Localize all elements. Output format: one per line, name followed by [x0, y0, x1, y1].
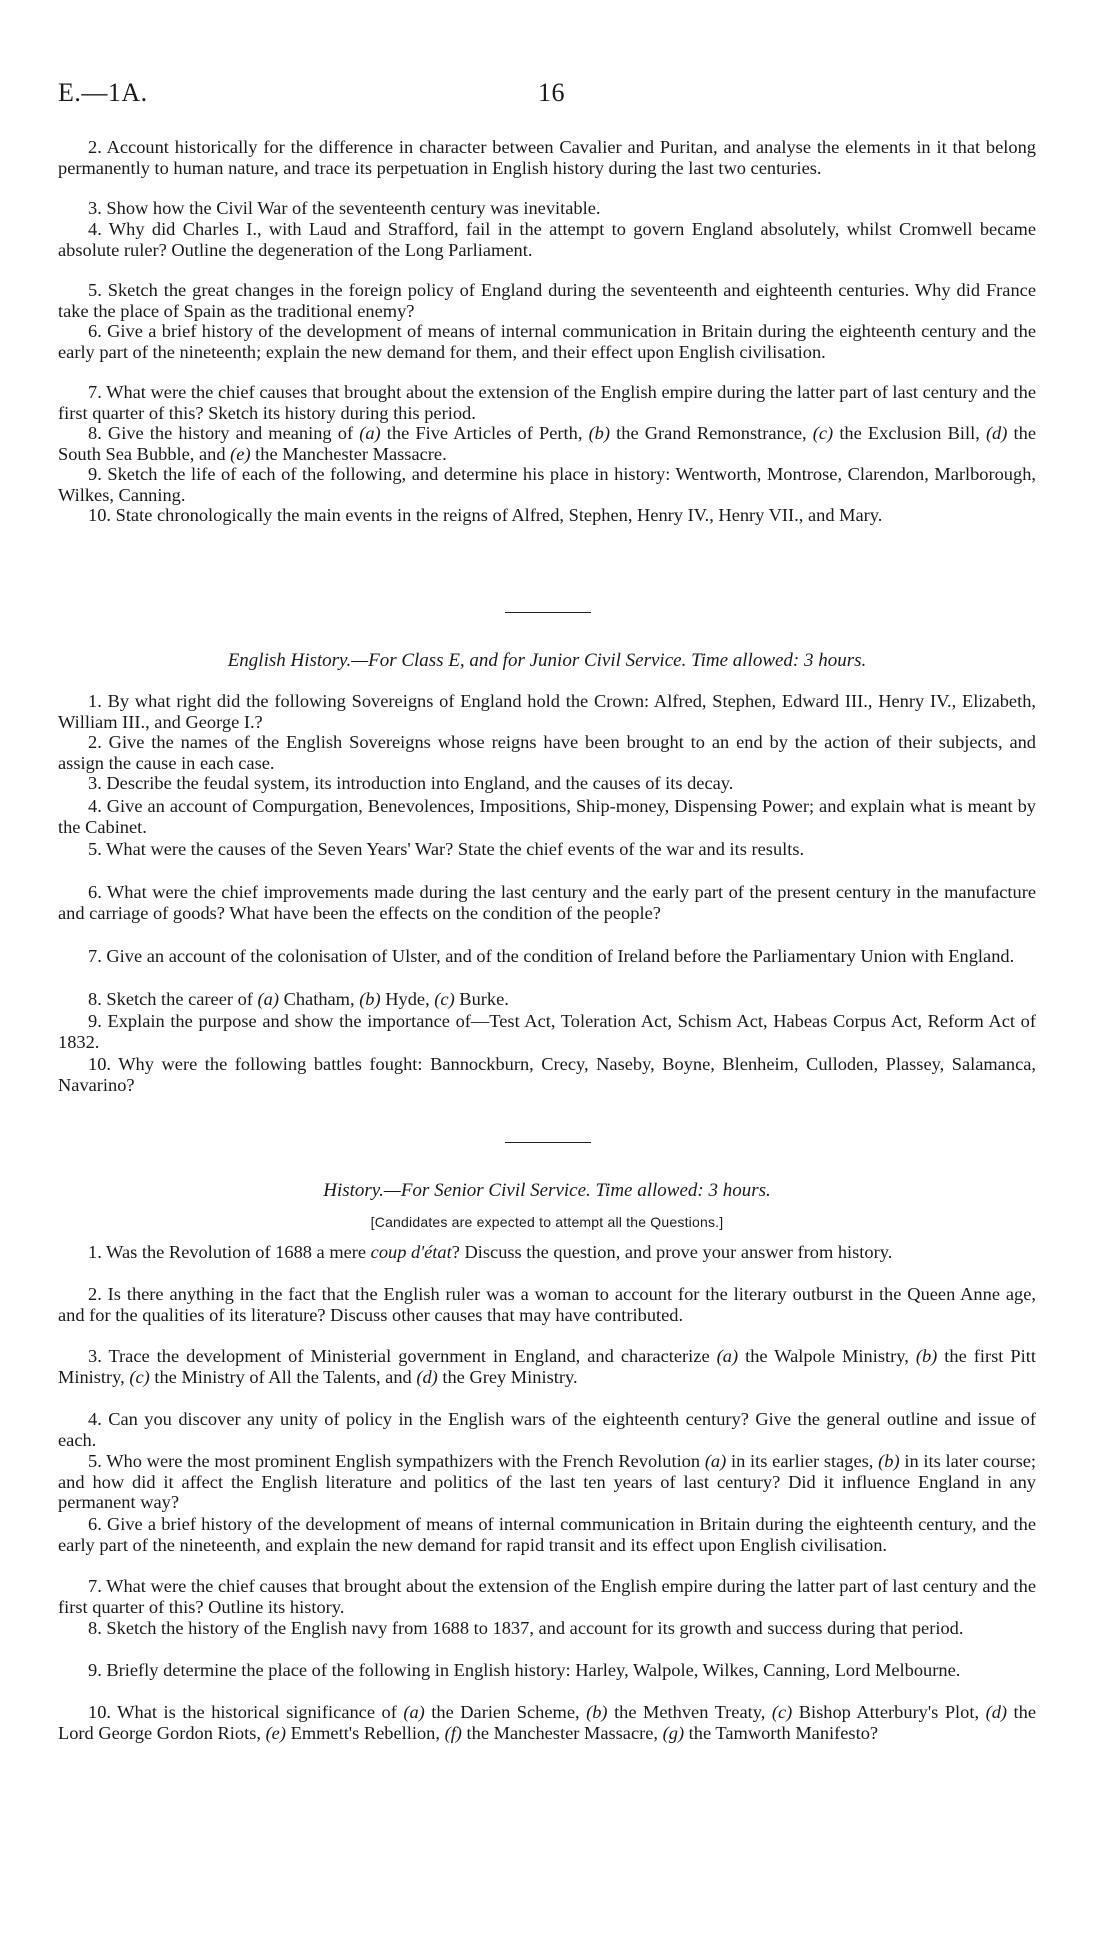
section-divider [505, 612, 591, 613]
question-8: 8. Sketch the history of the English navy from 1688 to 1837, and account for its growth and success during that period. [88, 1618, 964, 1638]
question-7: 7. What were the chief causes that brought about the extension of the English empire during the latter part of last century and the first quarter of this? Sketch its history during this period. [58, 382, 1036, 423]
section-heading-english-history: English History.—For Class E, and for Junior Civil Service. Time allowed: 3 hours. [227, 650, 867, 671]
page-number: 16 [538, 78, 565, 107]
question-1: 1. Was the Revolution of 1688 a mere coup d'état? Discuss the question, and prove your answer from history. [88, 1242, 893, 1262]
question-5: 5. What were the causes of the Seven Years' War? State the chief events of the war and its results. [88, 839, 805, 859]
question-1: 1. By what right did the following Sovereigns of England hold the Crown: Alfred, Stephen, Edward III., Henry IV., Elizabeth, William III., and George I.? [58, 691, 1036, 732]
question-9: 9. Briefly determine the place of the following in English history: Harley, Walpole, Wilkes, Canning, Lord Melbourne. [88, 1660, 961, 1680]
question-6: 6. Give a brief history of the development of means of internal communication in Britain during the eighteenth century, and the early part of the nineteenth, and explain the new demand for rapid transit and its effect upon English civilisation. [58, 1514, 1036, 1555]
question-10: 10. Why were the following battles fought: Bannockburn, Crecy, Naseby, Boyne, Blenheim, Culloden, Plassey, Salamanca, Navarino? [58, 1054, 1036, 1095]
question-4: 4. Why did Charles I., with Laud and Strafford, fail in the attempt to govern England absolutely, whilst Cromwell became absolute ruler? Outline the degeneration of the Long Parliament. [58, 219, 1036, 260]
question-8: 8. Sketch the career of (a) Chatham, (b) Hyde, (c) Burke. [88, 989, 509, 1009]
question-4: 4. Can you discover any unity of policy in the English wars of the eighteenth century? Give the general outline and issue of each. [58, 1409, 1036, 1450]
question-5: 5. Sketch the great changes in the foreign policy of England during the seventeenth and eighteenth centuries. Why did France take the place of Spain as the traditional enemy? [58, 280, 1036, 321]
question-9: 9. Sketch the life of each of the following, and determine his place in history: Wentworth, Montrose, Clarendon, Marlborough, Wilkes, Canning. [58, 464, 1036, 505]
question-2: 2. Give the names of the English Sovereigns whose reigns have been brought to an end by the action of their subjects, and assign the cause in each case. [58, 732, 1036, 773]
question-6: 6. What were the chief improvements made during the last century and the early part of the present century in the manufacture and carriage of goods? What have been the effects on the condition of the people? [58, 882, 1036, 923]
question-7: 7. What were the chief causes that brought about the extension of the English empire during the latter part of last century and the first quarter of this? Outline its history. [58, 1576, 1036, 1617]
question-3: 3. Show how the Civil War of the seventeenth century was inevitable. [88, 198, 601, 218]
question-3: 3. Trace the development of Ministerial government in England, and characterize (a) the Walpole Ministry, (b) the first Pitt Ministry, (c) the Ministry of All the Talents, and (d) the Grey Ministry. [58, 1346, 1036, 1387]
question-4: 4. Give an account of Compurgation, Benevolences, Impositions, Ship-money, Dispensing Power; and explain what is meant by the Cabinet. [58, 796, 1036, 837]
question-5: 5. Who were the most prominent English sympathizers with the French Revolution (a) in its earlier stages, (b) in its later course; and how did it affect the English literature and politics of the last ten years of last century? Did it influence England in any permanent way? [58, 1451, 1036, 1512]
question-9: 9. Explain the purpose and show the importance of—Test Act, Toleration Act, Schism Act, Habeas Corpus Act, Reform Act of 1832. [58, 1011, 1036, 1052]
question-2: 2. Account historically for the difference in character between Cavalier and Puritan, and analyse the elements in it that belong permanently to human nature, and trace its perpetuation in English history during the last two centuries. [58, 137, 1036, 178]
question-7: 7. Give an account of the colonisation of Ulster, and of the condition of Ireland before the Parliamentary Union with England. [88, 946, 1015, 966]
section-divider [505, 1142, 591, 1143]
question-8: 8. Give the history and meaning of (a) the Five Articles of Perth, (b) the Grand Remonstrance, (c) the Exclusion Bill, (d) the South Sea Bubble, and (e) the Manchester Massacre. [58, 423, 1036, 464]
section-heading-senior-history: History.—For Senior Civil Service. Time allowed: 3 hours. [323, 1180, 771, 1201]
question-10: 10. State chronologically the main events in the reigns of Alfred, Stephen, Henry IV., Henry VII., and Mary. [88, 505, 883, 525]
question-6: 6. Give a brief history of the development of means of internal communication in Britain during the eighteenth century and the early part of the nineteenth; explain the new demand for them, and their effect upon English civilisation. [58, 321, 1036, 362]
instructions-note: [Candidates are expected to attempt all the Questions.] [370, 1214, 724, 1230]
document-reference: E.—1A. [58, 78, 148, 107]
question-10: 10. What is the historical significance of (a) the Darien Scheme, (b) the Methven Treaty, (c) Bishop Atterbury's Plot, (d) the Lord George Gordon Riots, (e) Emmett's Rebellion, (f) the Manchester Massacre, (g) the Tamworth Manifesto? [58, 1702, 1036, 1743]
question-3: 3. Describe the feudal system, its introduction into England, and the causes of its decay. [88, 773, 734, 793]
question-2: 2. Is there anything in the fact that the English ruler was a woman to account for the literary outburst in the Queen Anne age, and for the qualities of its literature? Discuss other causes that may have contributed. [58, 1284, 1036, 1325]
